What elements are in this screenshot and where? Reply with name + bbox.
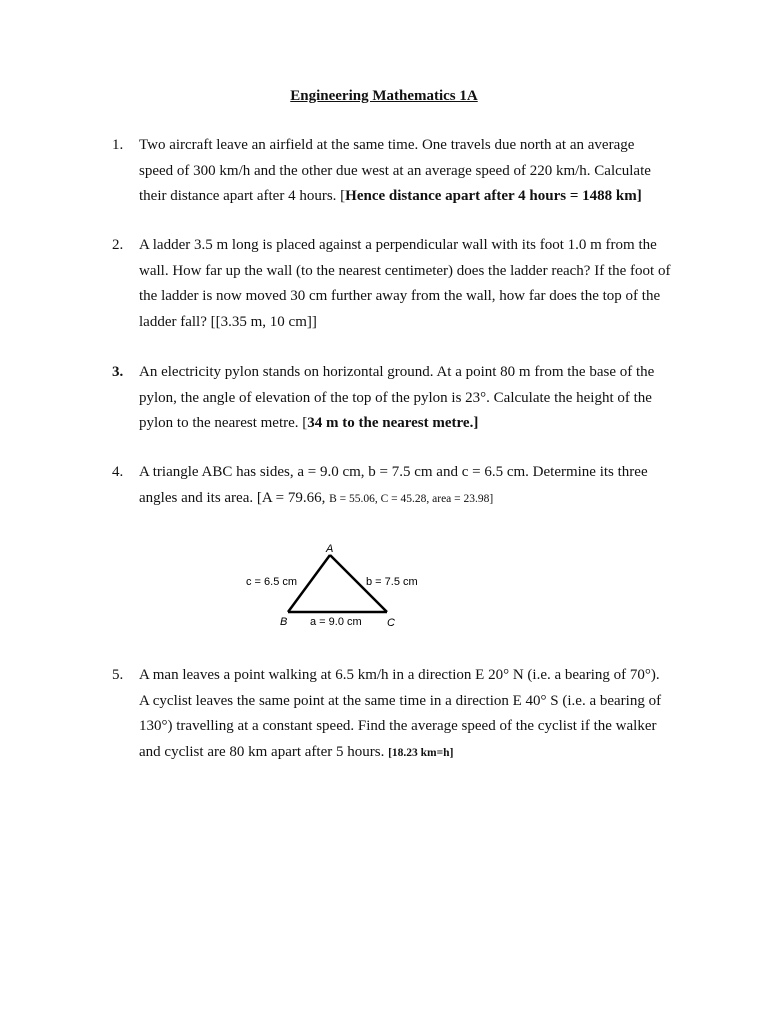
question-answer: [18.23 km=h] [388, 746, 454, 759]
question-number: 4. [112, 464, 124, 480]
question-number: 5. [112, 667, 124, 683]
question-text [139, 133, 672, 210]
side-c-label: c = 6.5 cm [246, 576, 298, 588]
question-answer: 34 m to the nearest metre.] [307, 415, 479, 431]
question-2 [112, 233, 672, 335]
question-number: 2. [112, 237, 124, 253]
question-3 [112, 360, 672, 437]
question-body: A man leaves a point walking at 6.5 km/h in a direction E 20° N (i.e. a bearing of 70°). A cyclist leaves the same point at the same time in a direction E 40° S (i.e. a bearing of 130°) travelling at a constant speed. Find the average speed of the cyclist if the walker and cyclist are 80 km apart after 5 hours. [139, 667, 662, 760]
side-b-label: b = 7.5 cm [366, 576, 418, 588]
question-4 [112, 460, 672, 512]
vertex-a-label: A [326, 543, 334, 555]
triangle-figure [236, 540, 436, 630]
question-body: A triangle ABC has sides, a = 9.0 cm, b = 7.5 cm and c = 6.5 cm. Determine its three angles and its area. [A = 79.66, [139, 464, 648, 506]
question-answer: Hence distance apart after 4 hours = 1488 km] [345, 188, 642, 204]
vertex-b-label: B [280, 616, 288, 628]
question-number: 1. [112, 137, 124, 153]
question-text [139, 360, 672, 437]
question-text [139, 663, 672, 766]
question-text: A ladder 3.5 m long is placed against a perpendicular wall with its foot 1.0 m from the wall. How far up the wall (to the nearest centimeter) does the ladder reach? If the foot of the ladder is now moved 30 cm further away from the wall, how far does the top of the ladder fall? [[3.35 m, 10 cm]] [139, 237, 671, 330]
question-number: 3. [112, 364, 124, 380]
question-5 [112, 663, 672, 766]
question-1 [112, 133, 672, 210]
vertex-c-label: C [387, 617, 395, 629]
question-answer: B = 55.06, C = 45.28, area = 23.98] [329, 492, 494, 505]
question-body: Two aircraft leave an airfield at the same time. One travels due north at an average speed of 300 km/h and the other due west at an average speed of 220 km/h. Calculate their distance apart after 4 hours. [ [139, 137, 651, 204]
question-body: An electricity pylon stands on horizontal ground. At a point 80 m from the base of the pylon, the angle of elevation of the top of the pylon is 23°. Calculate the height of the pylon to the nearest metre. [ [139, 364, 655, 431]
question-text [139, 460, 672, 512]
side-a-label: a = 9.0 cm [310, 616, 362, 628]
page-title: Engineering Mathematics 1A [290, 88, 478, 104]
